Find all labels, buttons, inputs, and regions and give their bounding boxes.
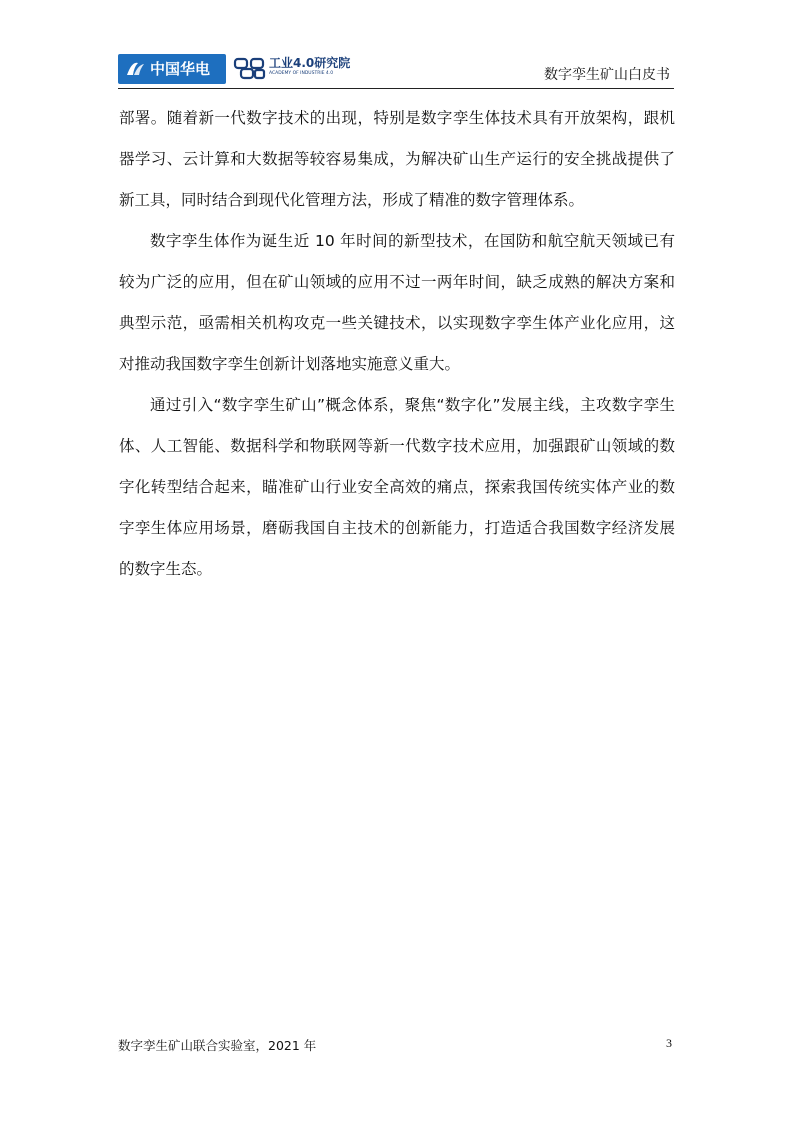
page-number: 3 (666, 1036, 672, 1050)
document-title: 数字孪生矿山白皮书 (544, 67, 670, 83)
huadian-emblem-icon (124, 58, 146, 80)
institute-logo-cn: 工业4.0研究院 (269, 56, 351, 70)
page-header (118, 50, 674, 90)
paragraph: 部署。随着新一代数字技术的出现，特别是数字孪生体技术具有开放架构，跟机器学习、云计算和大数据等较容易集成，为解决矿山生产运行的安全挑战提供了新工具，同时结合到现代化管理方法，形成了精准的数字管理体系。 (119, 109, 675, 209)
footer-organization: 数字孪生矿山联合实验室，2021 年 (118, 1038, 317, 1053)
institute-logo-en: ACADEMY OF INDUSTRIE 4.0 (269, 71, 334, 76)
huadian-logo-text: 中国华电 (150, 60, 211, 78)
institute-logo (233, 54, 353, 84)
huadian-logo (118, 54, 226, 84)
header-divider (118, 88, 674, 89)
paragraph: 数字孪生体作为诞生近 10 年时间的新型技术，在国防和航空航天领域已有较为广泛的应用，但在矿山领域的应用不过一两年时间，缺乏成熟的解决方案和典型示范，亟需相关机构攻克一些关键技术，以实现数字孪生体产业化应用，这对推动我国数字孪生创新计划落地实施意义重大。 (119, 232, 675, 373)
paragraph: 通过引入“数字孪生矿山”概念体系，聚焦“数字化”发展主线，主攻数字孪生体、人工智能、数据科学和物联网等新一代数字技术应用，加强跟矿山领域的数字化转型结合起来，瞄准矿山行业安全高效的痛点，探索我国传统实体产业的数字孪生体应用场景，磨砺我国自主技术的创新能力，打造适合我国数字经济发展的数字生态。 (119, 396, 675, 578)
body-text (119, 98, 675, 590)
institute-emblem-icon (233, 56, 267, 82)
